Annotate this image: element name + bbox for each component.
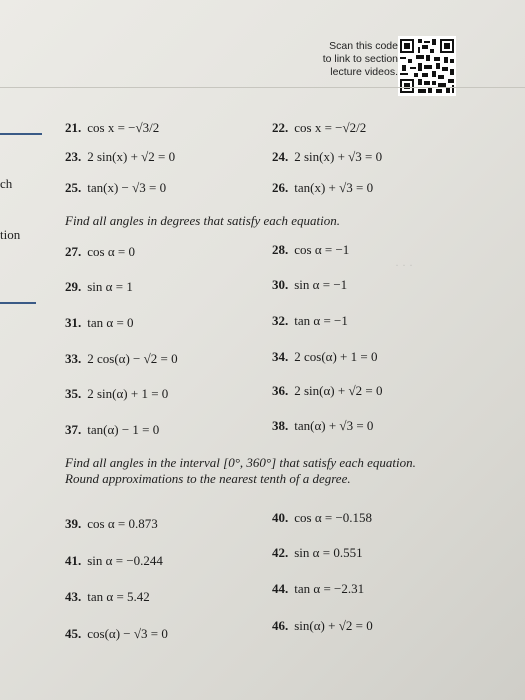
problem-29 xyxy=(65,279,133,295)
problem-27 xyxy=(65,244,135,260)
problem-equation: tan α = 5.42 xyxy=(87,589,150,604)
problem-equation: tan α = −1 xyxy=(294,313,348,328)
problem-36 xyxy=(272,383,382,399)
problem-28 xyxy=(272,242,349,258)
margin-label: tion xyxy=(0,227,21,242)
problem-number: 39. xyxy=(65,516,82,531)
problem-number: 38. xyxy=(272,418,289,433)
problem-34 xyxy=(272,349,377,365)
problem-23 xyxy=(65,149,175,165)
margin-label: ch xyxy=(0,176,13,191)
problem-39 xyxy=(65,516,158,532)
margin-marker xyxy=(0,133,42,135)
problem-equation: tan α = 0 xyxy=(87,315,134,330)
qr-caption-line: lecture videos. xyxy=(330,66,398,78)
instruction-text: Find all angles in degrees that satisfy each equation. xyxy=(65,213,341,228)
problem-equation: tan(α) − 1 = 0 xyxy=(87,422,160,437)
problem-38 xyxy=(272,418,373,434)
problem-equation: 2 sin(α) + √2 = 0 xyxy=(294,383,383,398)
bleed-through-text: · · · xyxy=(395,258,413,272)
problem-equation: cos x = −√3/2 xyxy=(87,120,160,135)
problem-equation: cos α = −1 xyxy=(294,242,350,257)
problem-equation: 2 cos(α) + 1 = 0 xyxy=(294,349,378,364)
problem-equation: sin(α) + √2 = 0 xyxy=(294,618,373,633)
problem-number: 27. xyxy=(65,244,82,259)
problem-number: 29. xyxy=(65,279,82,294)
problem-number: 43. xyxy=(65,589,82,604)
problem-number: 26. xyxy=(272,180,289,195)
problem-number: 46. xyxy=(272,618,289,633)
problem-equation: sin α = −1 xyxy=(294,277,348,292)
problem-30 xyxy=(272,277,347,293)
problem-number: 44. xyxy=(272,581,289,596)
problem-equation: tan(x) + √3 = 0 xyxy=(294,180,374,195)
problem-44 xyxy=(272,581,364,597)
margin-marker xyxy=(0,302,36,304)
problem-26 xyxy=(272,180,373,196)
problem-number: 30. xyxy=(272,277,289,292)
problem-equation: 2 sin(x) + √3 = 0 xyxy=(294,149,383,164)
problem-equation: 2 sin(α) + 1 = 0 xyxy=(87,386,169,401)
problem-number: 36. xyxy=(272,383,289,398)
problem-number: 21. xyxy=(65,120,82,135)
problem-22 xyxy=(272,120,366,136)
problem-37 xyxy=(65,422,159,438)
qr-caption-line: Scan this code xyxy=(329,40,398,52)
problem-41 xyxy=(65,553,163,569)
problem-25 xyxy=(65,180,166,196)
problem-equation: cos(α) − √3 = 0 xyxy=(87,626,168,641)
problem-number: 24. xyxy=(272,149,289,164)
problem-number: 37. xyxy=(65,422,82,437)
problem-number: 33. xyxy=(65,351,82,366)
instruction-line: Find all angles in the interval [0°, 360°] that satisfy each equation. xyxy=(65,455,416,470)
qr-caption xyxy=(300,40,398,79)
problem-40 xyxy=(272,510,372,526)
problem-number: 28. xyxy=(272,242,289,257)
problem-number: 35. xyxy=(65,386,82,401)
problem-equation: cos α = −0.158 xyxy=(294,510,373,525)
problem-45 xyxy=(65,626,168,642)
problem-equation: 2 cos(α) − √2 = 0 xyxy=(87,351,178,366)
problem-35 xyxy=(65,386,168,402)
problem-equation: cos α = 0 xyxy=(87,244,135,259)
problem-number: 34. xyxy=(272,349,289,364)
problem-21 xyxy=(65,120,159,136)
problem-number: 40. xyxy=(272,510,289,525)
problem-number: 31. xyxy=(65,315,82,330)
problem-31 xyxy=(65,315,134,331)
problem-equation: 2 sin(x) + √2 = 0 xyxy=(87,149,176,164)
problem-24 xyxy=(272,149,382,165)
instruction-line: Round approximations to the nearest tenth of a degree. xyxy=(65,471,351,486)
instruction-text xyxy=(65,455,416,487)
problem-46 xyxy=(272,618,373,634)
problem-number: 32. xyxy=(272,313,289,328)
problem-equation: sin α = −0.244 xyxy=(87,553,163,568)
problem-equation: cos x = −√2/2 xyxy=(294,120,367,135)
problem-equation: sin α = 0.551 xyxy=(294,545,363,560)
problem-equation: tan α = −2.31 xyxy=(294,581,365,596)
problem-42 xyxy=(272,545,363,561)
problem-number: 23. xyxy=(65,149,82,164)
problem-number: 41. xyxy=(65,553,82,568)
problem-43 xyxy=(65,589,150,605)
problem-equation: sin α = 1 xyxy=(87,279,133,294)
problem-32 xyxy=(272,313,348,329)
problem-equation: tan(α) + √3 = 0 xyxy=(294,418,374,433)
problem-number: 22. xyxy=(272,120,289,135)
problem-33 xyxy=(65,351,178,367)
problem-equation: tan(x) − √3 = 0 xyxy=(87,180,167,195)
divider xyxy=(0,87,525,88)
qr-caption-line: to link to section xyxy=(322,53,398,65)
problem-number: 45. xyxy=(65,626,82,641)
problem-number: 25. xyxy=(65,180,82,195)
problem-equation: cos α = 0.873 xyxy=(87,516,158,531)
problem-number: 42. xyxy=(272,545,289,560)
